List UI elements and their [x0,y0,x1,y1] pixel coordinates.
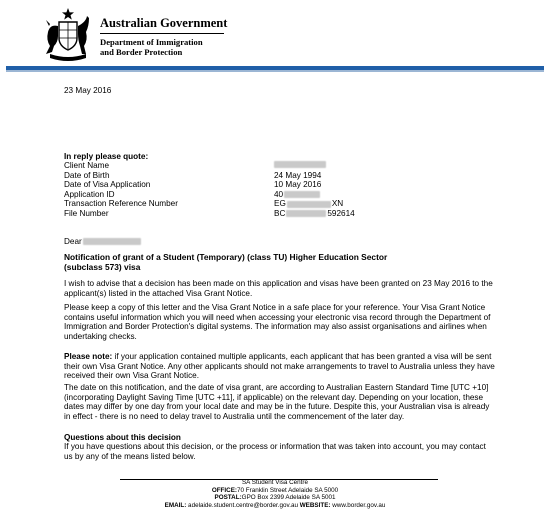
redaction [284,191,320,198]
ref-label-file-number: File Number [64,209,109,218]
ref-value-application-date: 10 May 2016 [274,180,322,190]
header-divider [100,33,224,34]
footer-postal-address: GPO Box 2399 Adelaide SA 5001 [241,494,336,502]
ref-value-file-number [274,209,355,219]
footer-centre: SA Student Visa Centre [241,479,309,486]
paragraph-note [64,352,496,381]
footer-office-address: 70 Franklin Street Adelaide SA 5000 [237,486,339,494]
ref-value-dob: 24 May 1994 [274,170,322,180]
salutation-text: Dear [64,237,82,246]
redaction [83,238,141,245]
footer-postal-label: POSTAL: [214,494,242,502]
ref-value-client-name [274,161,326,168]
subject-line-2: (subclass 573) visa [64,261,141,272]
footer-office-label: OFFICE: [211,486,237,494]
department-name [100,37,203,57]
ref-value-application-id [274,190,320,200]
government-name: Australian Government [100,16,228,30]
ref-label-client-name: Client Name [64,161,110,170]
salutation [64,237,141,247]
paragraph-questions: If you have questions about this decision, or the process or information that was taken into account, you may contact us by any of the means listed below. [64,442,486,461]
footer-contact [0,502,550,510]
redaction [286,210,326,217]
ref-value-prefix: BC [274,209,286,218]
header-rule-shadow [6,70,544,72]
footer-website-link[interactable]: www.border.gov.au [330,501,386,509]
note-label: Please note: [64,352,113,361]
ref-label-application-date: Date of Visa Application [64,180,151,190]
department-line-1: Department of Immigration [100,37,203,47]
letter-date: 23 May 2016 [64,86,112,95]
department-line-2: and Border Protection [100,47,183,57]
footer-postal [0,494,550,502]
redaction [274,161,326,168]
paragraph-dates: The date on this notification, and the date of visa grant, are according to Australian Eastern Standard Time [UTC +10] (incorporating Daylight Saving Time [UTC +11], if applicable) on the relevant day. Depending on your location, these dates may differ by one day from your local date and may be in the future. Despite this, your Australian visa is already in effect - there is no need to delay travel to Australia until the commencement of the later day. [64,383,490,421]
subject [64,253,496,272]
reply-heading: In reply please quote: [64,152,149,161]
footer-email-label: EMAIL: [164,501,187,509]
subject-line-1: Notification of grant of a Student (Temporary) (class TU) Higher Education Sector [64,252,388,262]
paragraph-keep-copy: Please keep a copy of this letter and the Visa Grant Notice in a safe place for your reference. Your Visa Grant Notice contains useful information which you will need when accessing your electronic visa record through the Department of Immigration and Border Protection's digital systems. The information may also assist organisations and airlines when undertaking checks. [64,303,491,341]
footer-website-label: WEBSITE: [299,501,331,509]
ref-label-dob: Date of Birth [64,170,110,180]
ref-value-prefix: EG [274,199,286,209]
letterhead [40,6,520,64]
ref-value-suffix: 592614 [327,209,355,218]
footer-office [0,487,550,495]
ref-value-suffix: XN [331,199,344,209]
paragraph-grant: I wish to advise that a decision has been made on this application and visas have been granted on 23 May 2016 to the applicant(s) listed in the attached Visa Grant Notice. [64,279,493,298]
footer-email-link[interactable]: adelaide.student.centre@border.gov.au [186,501,300,509]
ref-label-application-id: Application ID [64,189,115,199]
ref-value-prefix: 40 [274,189,284,199]
ref-value-trn [274,199,343,209]
redaction [287,201,331,208]
coat-of-arms-icon [40,6,96,62]
ref-label-trn: Transaction Reference Number [64,199,178,209]
questions-heading: Questions about this decision [64,433,181,442]
note-text: if your application contained multiple applicants, each applicant that has been granted a visa will be sent their own Visa Grant Notice. Any other applicants should not make arrangements to travel to Australia unless they have received their own Visa Grant Notice. [64,352,495,381]
